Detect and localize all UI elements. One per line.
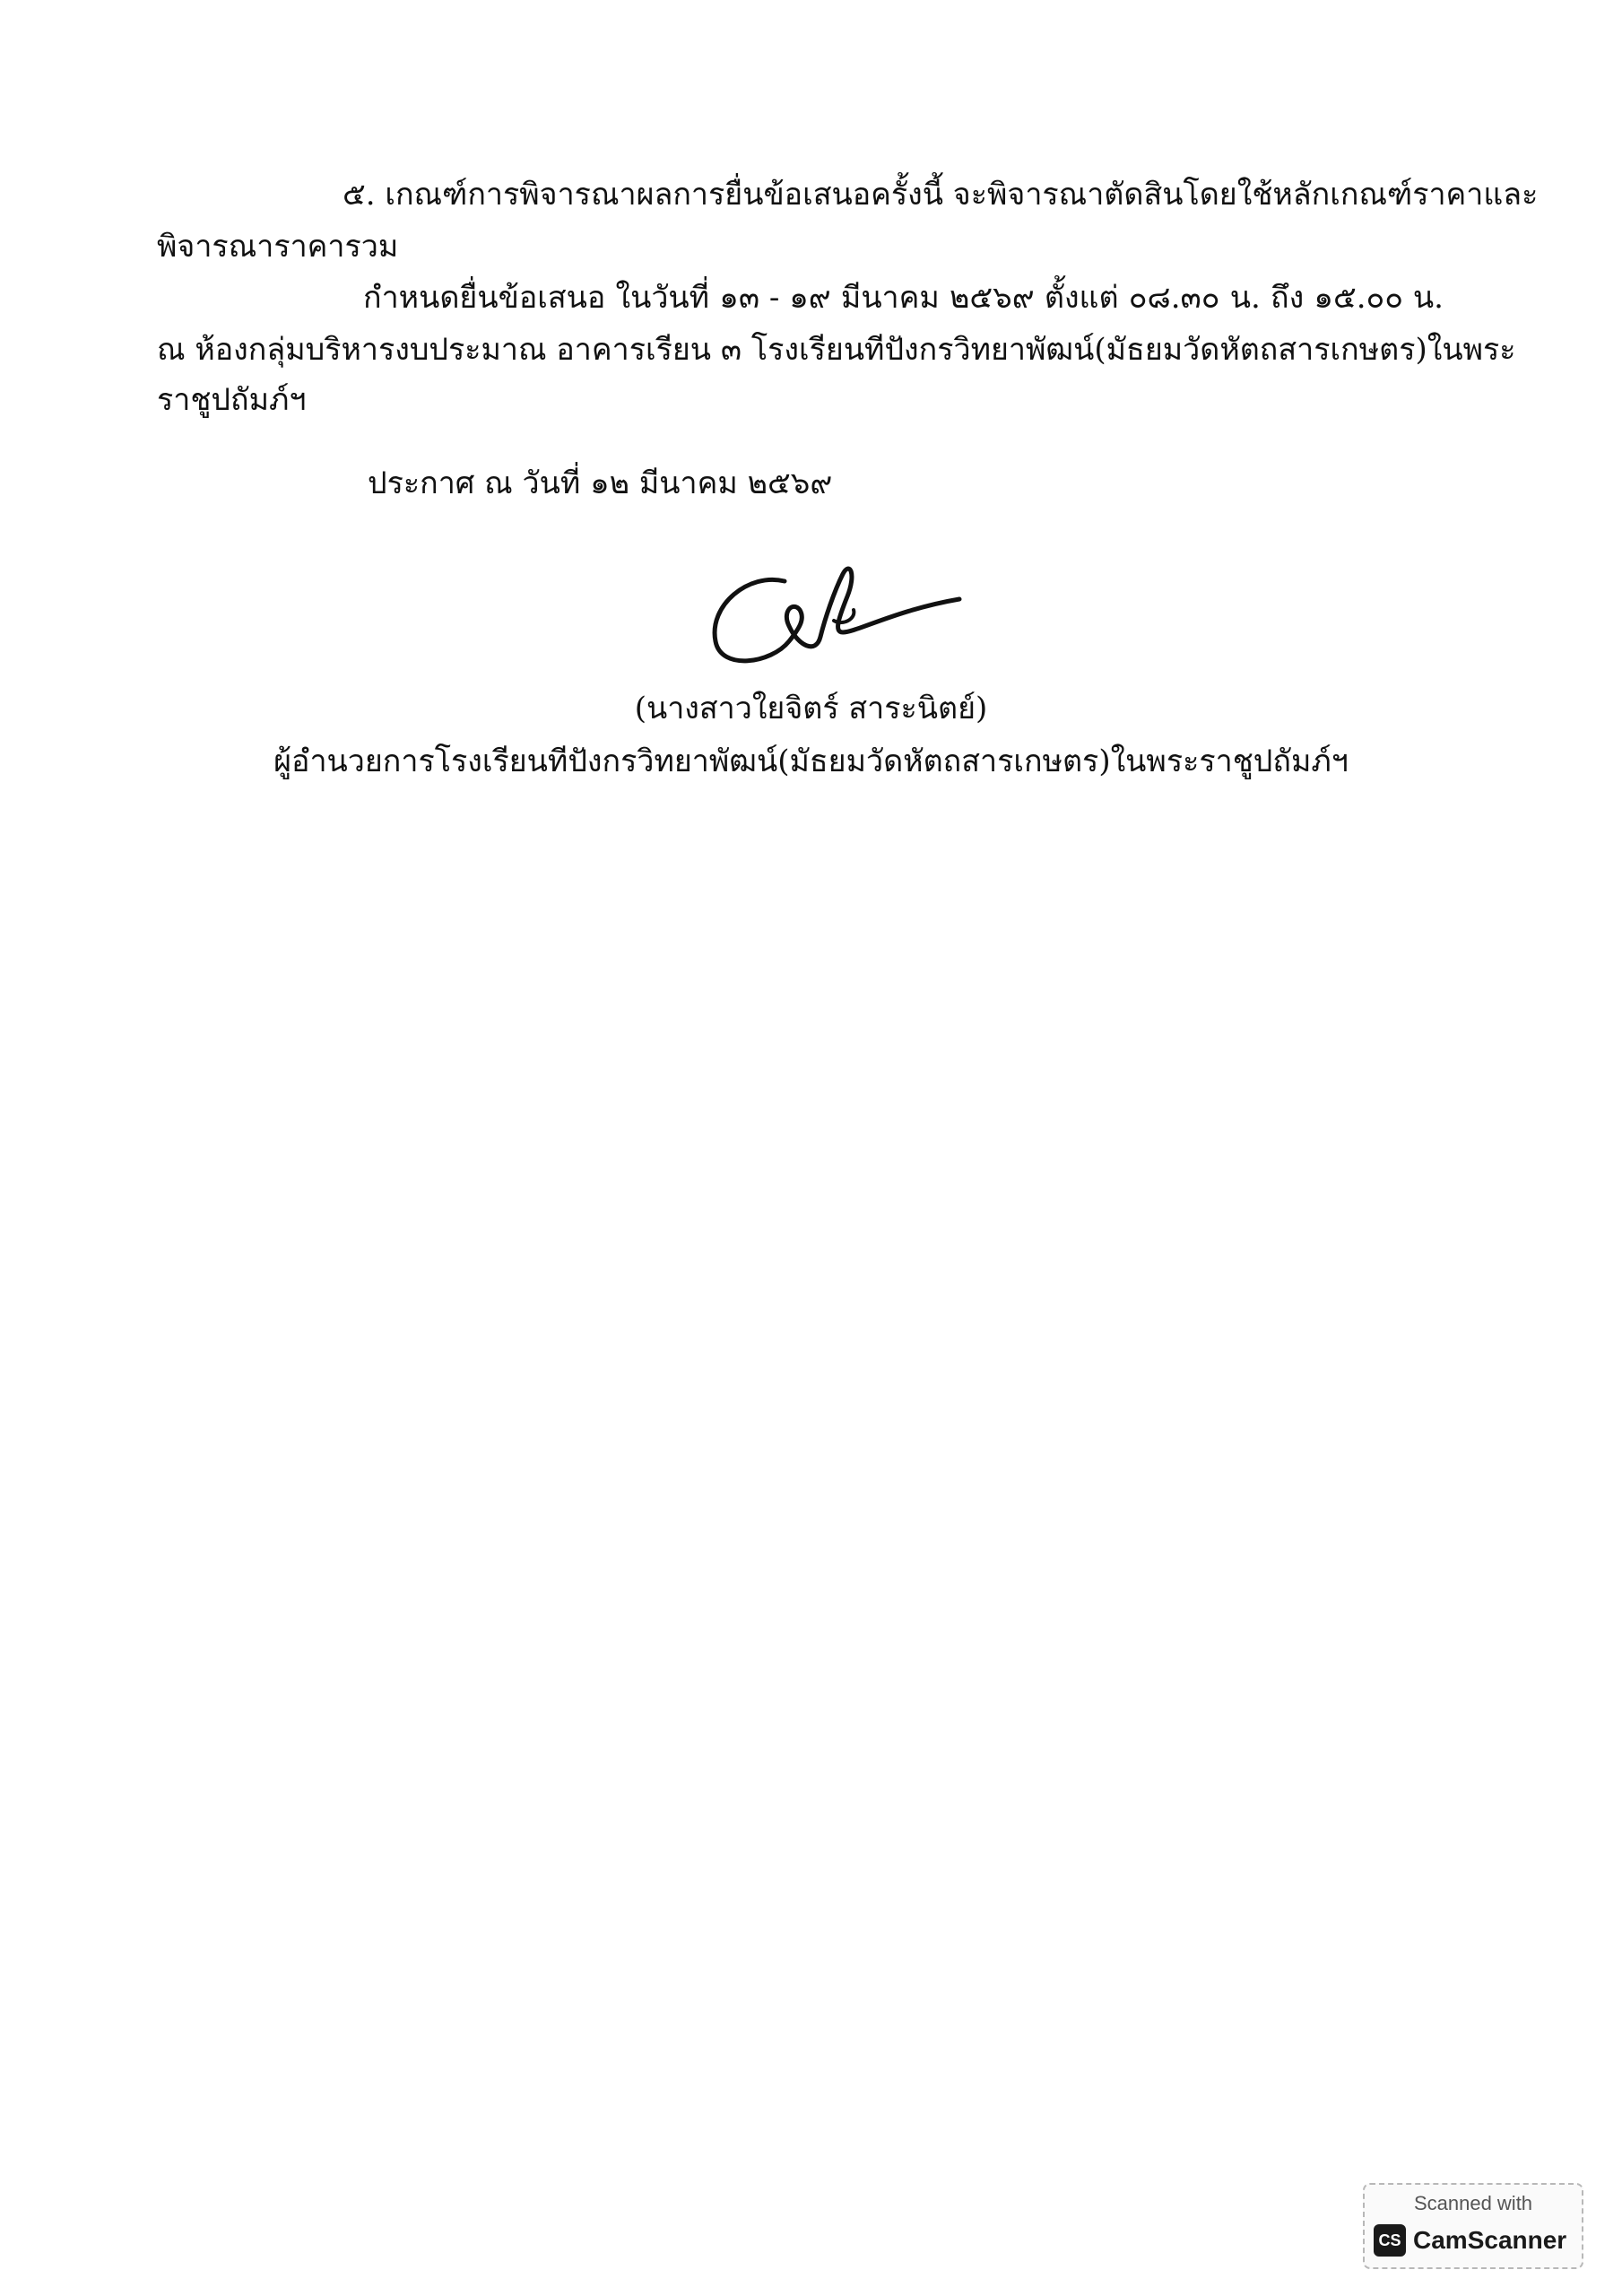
signer-title: ผู้อำนวยการโรงเรียนทีปังกรวิทยาพัฒน์(มัธยมวัดหัตถสารเกษตร)ในพระราชูปถัมภ์ฯ: [273, 744, 1349, 779]
deadline-line3: ราชูปถัมภ์ฯ: [157, 382, 307, 418]
para5-line1: ๕. เกณฑ์การพิจารณาผลการยื่นข้อเสนอครั้งนี้ จะพิจารณาตัดสินโดยใช้หลักเกณฑ์ราคาและ: [343, 177, 1539, 213]
deadline-part: กำหนดยื่นข้อเสนอ: [363, 280, 606, 316]
signature-image: [699, 556, 968, 682]
deadline-part: ๐๘.๓๐: [1128, 280, 1220, 316]
deadline-part: มีนาคม: [840, 280, 940, 316]
deadline-part: ๑๕.๐๐ น.: [1314, 280, 1444, 316]
camscanner-watermark: [1363, 2183, 1583, 2269]
para5-line2: พิจารณาราคารวม: [157, 229, 399, 265]
deadline-line1: [363, 278, 1444, 317]
deadline-part: ๒๕๖๙: [950, 280, 1035, 316]
deadline-part: ๑๓ - ๑๙: [719, 280, 831, 316]
announce-date: ประกาศ ณ วันที่ ๑๒ มีนาคม ๒๕๖๙: [368, 465, 833, 501]
signer-name: (นางสาวใยจิตร์ สาระนิตย์): [634, 691, 988, 726]
deadline-part: ตั้งแต่: [1044, 280, 1119, 316]
deadline-line2: ณ ห้องกลุ่มบริหารงบประมาณ อาคารเรียน ๓ โรงเรียนทีปังกรวิทยาพัฒน์(มัธยมวัดหัตถสารเกษตร)ในพระ: [157, 332, 1516, 368]
deadline-part: ในวันที่: [615, 280, 710, 316]
deadline-part: น.: [1229, 280, 1261, 316]
watermark-top-text: Scanned with: [1413, 2192, 1533, 2214]
deadline-part: ถึง: [1271, 280, 1305, 316]
watermark-brand: CamScanner: [1413, 2226, 1567, 2254]
watermark-brand-row: [1374, 2224, 1566, 2257]
camscanner-logo-icon: CS: [1374, 2224, 1406, 2257]
